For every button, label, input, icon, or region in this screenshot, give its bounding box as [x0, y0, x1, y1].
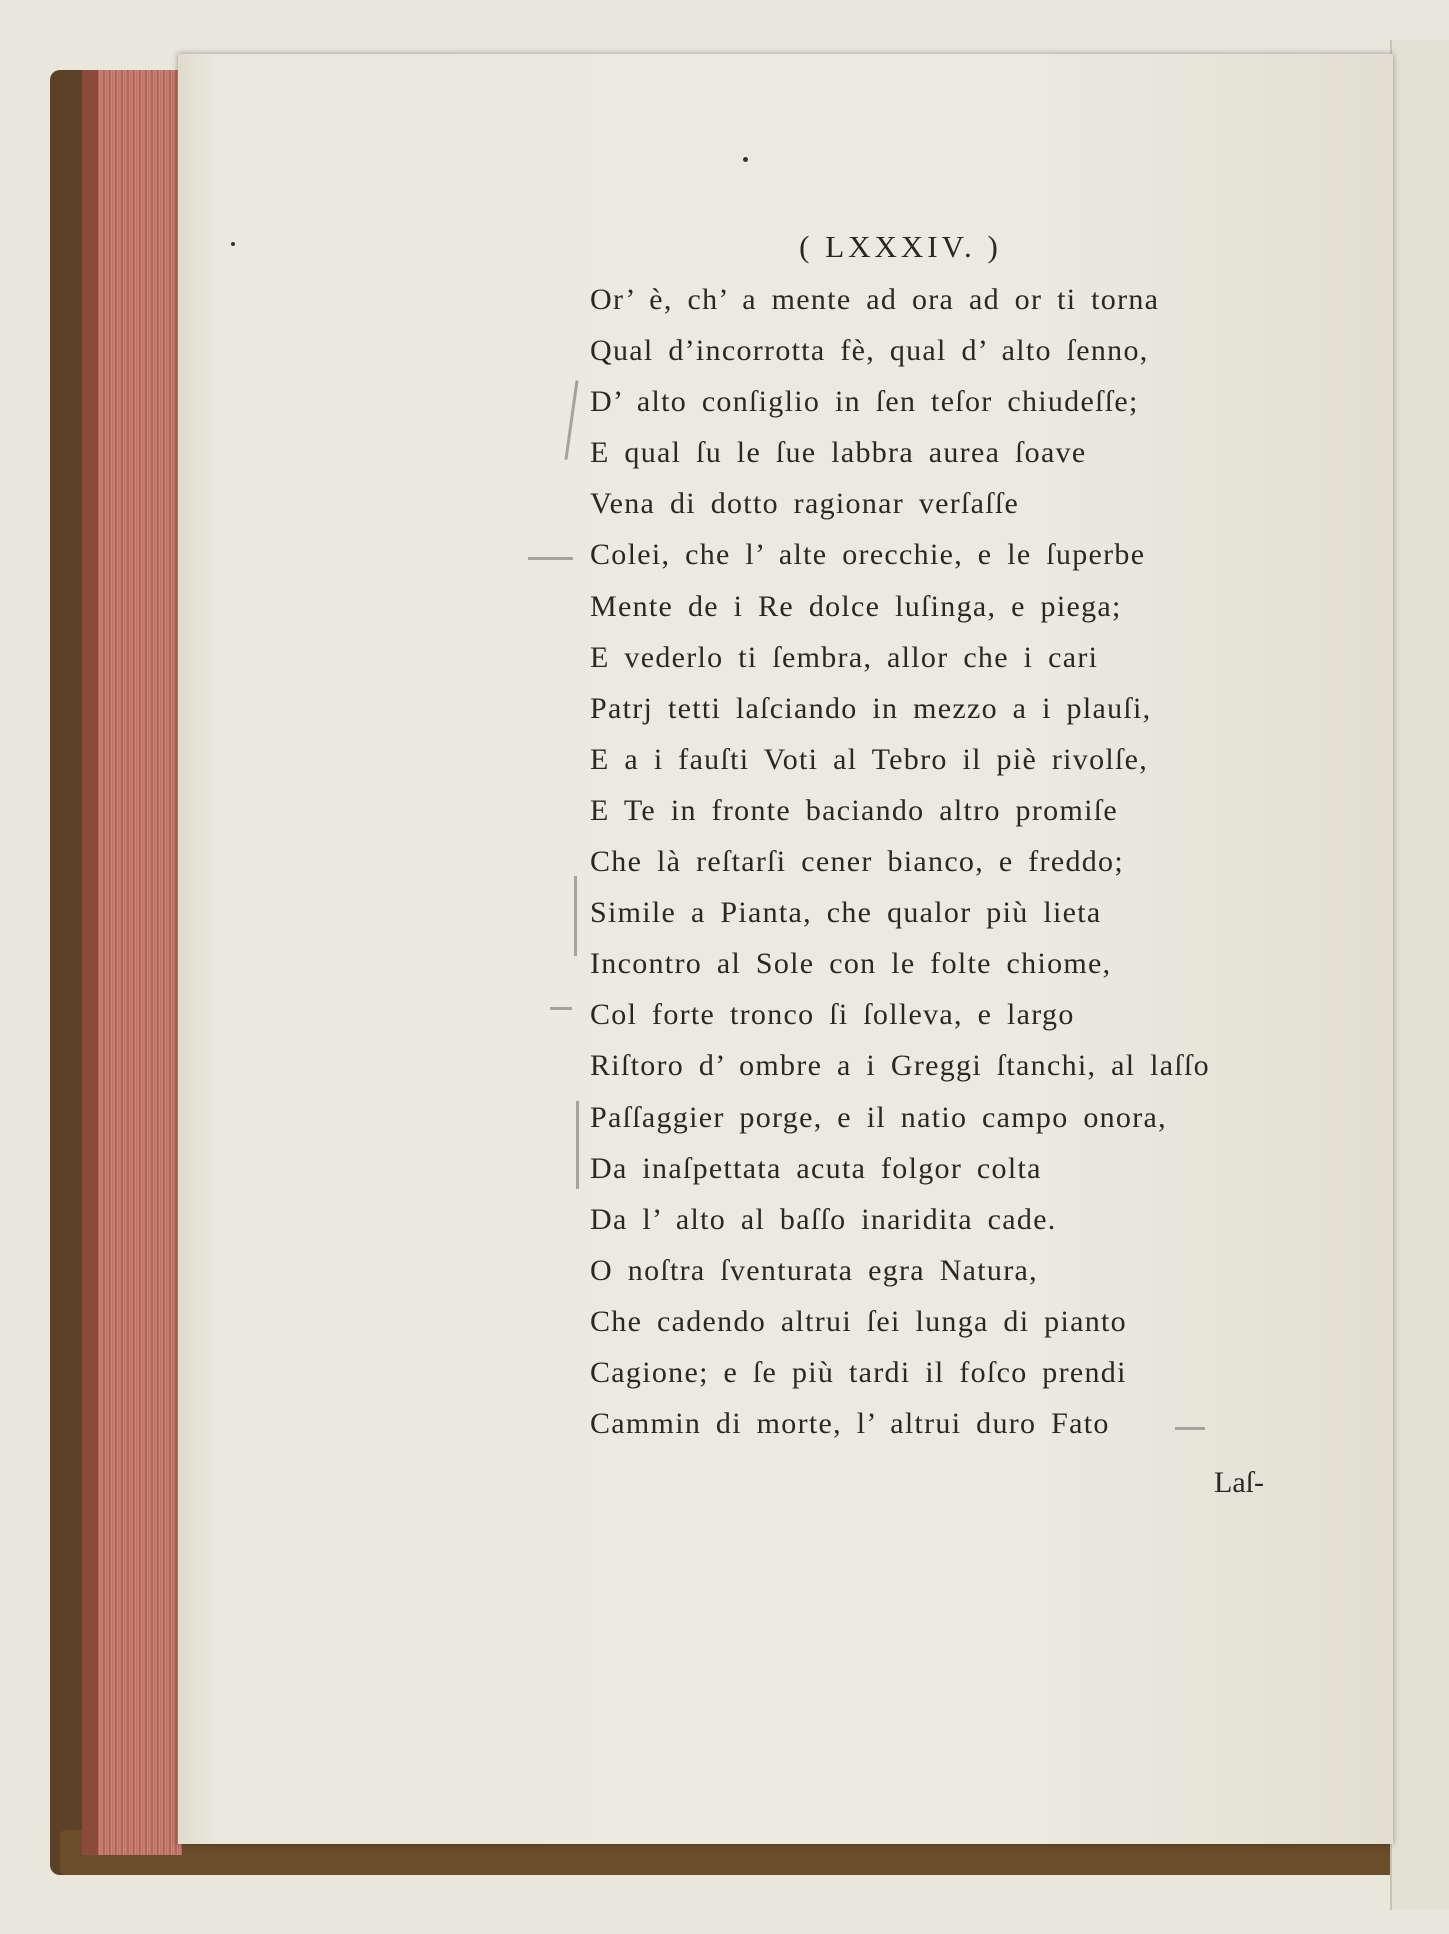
- verse-line: Che là reſtarſi cener bianco, e freddo;: [590, 845, 1124, 879]
- pencil-mark: [528, 557, 573, 560]
- ink-speck: [743, 157, 748, 162]
- verse-line: Colei, che l’ alte orecchie, e le ſuperbe: [590, 538, 1146, 572]
- verse-line: Cagione; e ſe più tardi il foſco prendi: [590, 1355, 1127, 1389]
- verse-line: Qual d’incorrotta fè, qual d’ alto ſenno,: [590, 334, 1149, 368]
- verse-line: D’ alto conſiglio in ſen teſor chiudeſſe;: [590, 385, 1139, 419]
- pencil-mark: [576, 1101, 579, 1189]
- verse-line: E a i fauſti Voti al Tebro il piè rivolſe,: [590, 742, 1149, 776]
- pencil-mark: [564, 380, 578, 460]
- facing-page-edge: [1390, 40, 1449, 1910]
- verse-line: Riſtoro d’ ombre a i Greggi ſtanchi, al laſſo: [590, 1049, 1210, 1083]
- verse-line: Patrj tetti laſciando in mezzo a i plauſi,: [590, 691, 1152, 725]
- verse-line: Cammin di morte, l’ altrui duro Fato: [590, 1407, 1110, 1441]
- verse-line: Or’ è, ch’ a mente ad ora ad or ti torna: [590, 283, 1160, 316]
- catchword: Laſ-: [1214, 1466, 1264, 1499]
- verse-line: Paſſaggier porge, e il natio campo onora,: [590, 1100, 1167, 1134]
- verse-line: O noſtra ſventurata egra Natura,: [590, 1253, 1038, 1287]
- verse-line: Col forte tronco ſi ſolleva, e largo: [590, 998, 1075, 1032]
- page-number-header: ( LXXXIV. ): [799, 229, 1002, 264]
- book-page: [178, 54, 1393, 1844]
- verse-line: Che cadendo altrui ſei lunga di pianto: [590, 1304, 1127, 1338]
- verse-line: Simile a Pianta, che qualor più lieta: [590, 896, 1102, 930]
- verse-line: Incontro al Sole con le folte chiome,: [590, 947, 1112, 981]
- ink-speck: [231, 242, 235, 246]
- pencil-mark: [1175, 1427, 1205, 1430]
- verse-line: E qual ſu le ſue labbra aurea ſoave: [590, 436, 1087, 470]
- poem-text: [590, 274, 1210, 1449]
- verse-line: Da inaſpettata acuta folgor colta: [590, 1151, 1042, 1185]
- spine-shadow: [82, 70, 98, 1855]
- verse-line: Mente de i Re dolce luſinga, e piega;: [590, 589, 1122, 623]
- verse-line: E Te in fronte baciando altro promiſe: [590, 793, 1118, 827]
- verse-line: Da l’ alto al baſſo inaridita cade.: [590, 1202, 1057, 1236]
- pencil-mark: [550, 1007, 572, 1010]
- verse-line: E vederlo ti ſembra, allor che i cari: [590, 640, 1099, 674]
- pencil-mark: [574, 876, 577, 956]
- verse-line: Vena di dotto ragionar verſaſſe: [590, 487, 1020, 521]
